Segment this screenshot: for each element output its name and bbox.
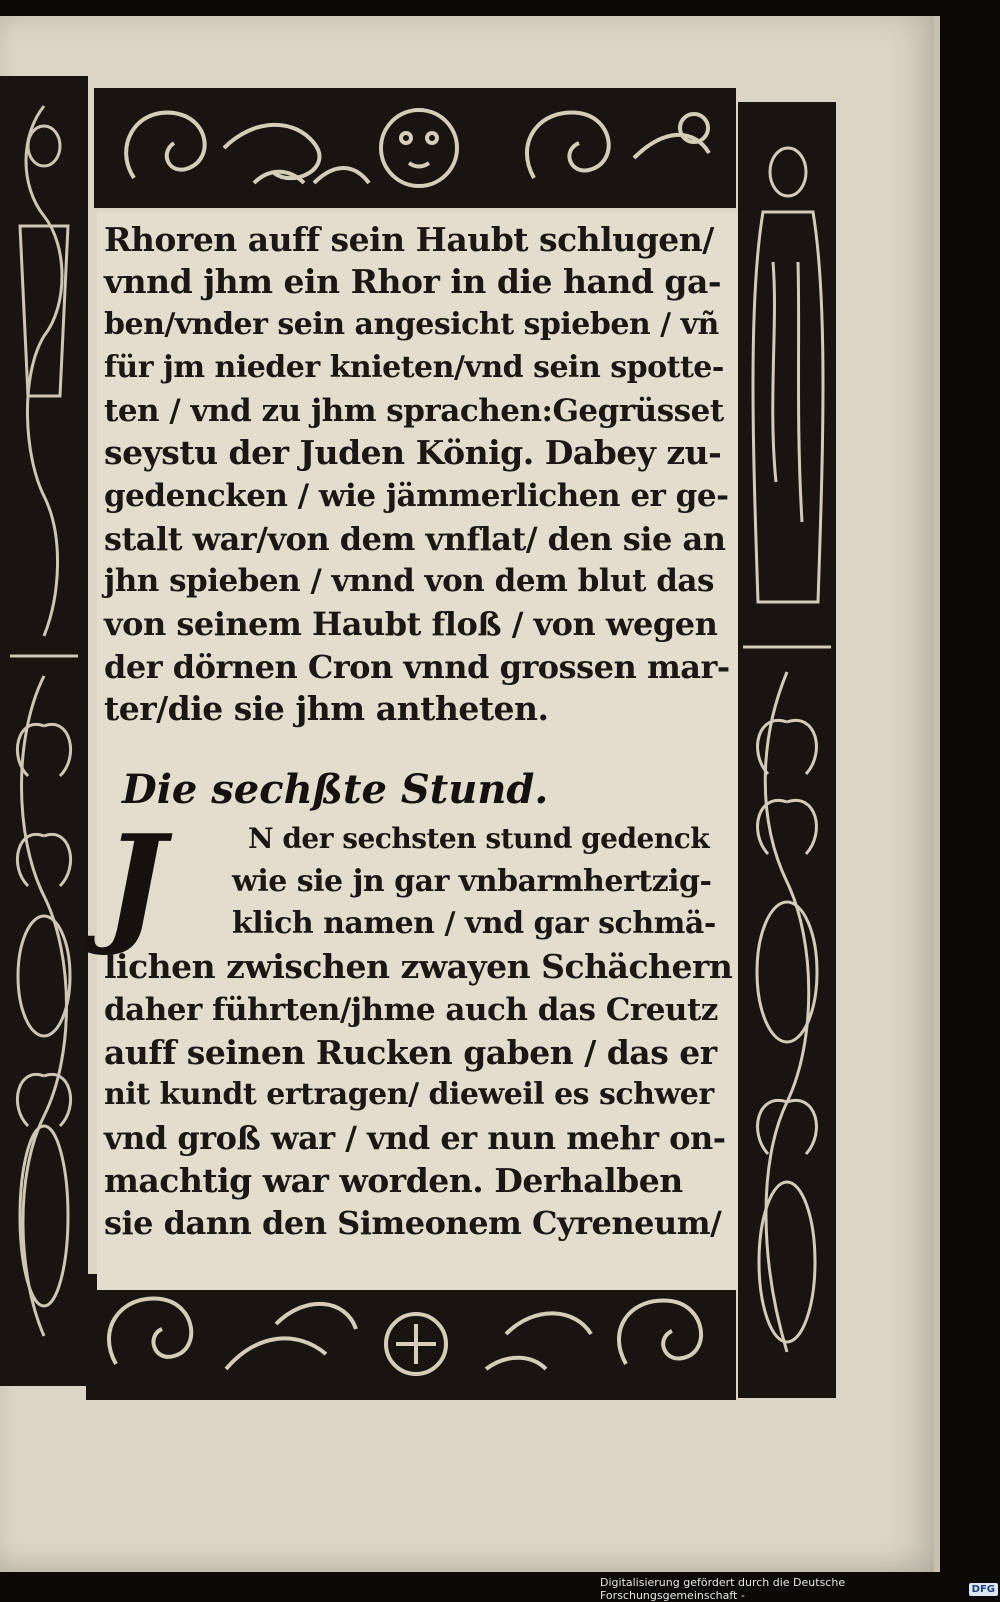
text-line: vnnd jhm ein Rhor in die hand ga- [104, 262, 722, 301]
top-border-woodcut [94, 88, 736, 208]
text-line: ten / vnd zu jhm sprachen:Gegrüsset [104, 393, 724, 429]
text-line: vnd groß war / vnd er nun mehr on- [104, 1119, 726, 1157]
decorated-initial: J [104, 806, 166, 959]
text-line: nit kundt ertragen/ dieweil es schwer [104, 1077, 714, 1112]
dfg-logo: DFG [969, 1583, 998, 1596]
book-page [0, 16, 940, 1572]
bottom-border-woodcut [86, 1274, 736, 1400]
footer-text: Digitalisierung gefördert durch die Deutsche Forschungsgemeinschaft - [600, 1576, 846, 1602]
text-line: sie dann den Simeonem Cyreneum/ [104, 1204, 722, 1242]
left-border-woodcut [0, 76, 88, 1386]
text-line: klich namen / vnd gar schmä- [232, 906, 716, 941]
text-line: daher führten/jhme auch das Creutz [104, 992, 718, 1028]
text-line: machtig war worden. Derhalben [104, 1161, 683, 1200]
text-line: gedencken / wie jämmerlichen er ge- [104, 478, 729, 514]
text-line: seystu der Juden König. Dabey zu- [104, 433, 722, 472]
section-heading: Die sechßte Stund. [122, 766, 549, 813]
text-line: stalt war/von dem vnflat/ den sie an [104, 520, 726, 558]
text-line: auff seinen Rucken gaben / das er [104, 1033, 717, 1072]
right-border-woodcut [738, 102, 836, 1398]
footer-credit [600, 1578, 998, 1600]
text-line: Rhoren auff sein Haubt schlugen/ [104, 220, 714, 259]
text-line: von seinem Haubt floß / von wegen [104, 605, 718, 643]
text-line: jhn spieben / vnnd von dem blut das [104, 563, 714, 599]
text-line: für jm nieder knieten/vnd sein spotte- [104, 350, 724, 385]
text-line: der dörnen Cron vnnd grossen mar- [104, 648, 730, 686]
text-line: ter/die sie jhm antheten. [104, 689, 549, 728]
text-line: N der sechsten stund gedenck [248, 822, 710, 855]
text-line: ben/vnder sein angesicht spieben / vñ [104, 307, 719, 342]
text-line: lichen zwischen zwayen Schächern [104, 947, 733, 986]
text-line: wie sie jn gar vnbarmhertzig- [232, 864, 712, 899]
